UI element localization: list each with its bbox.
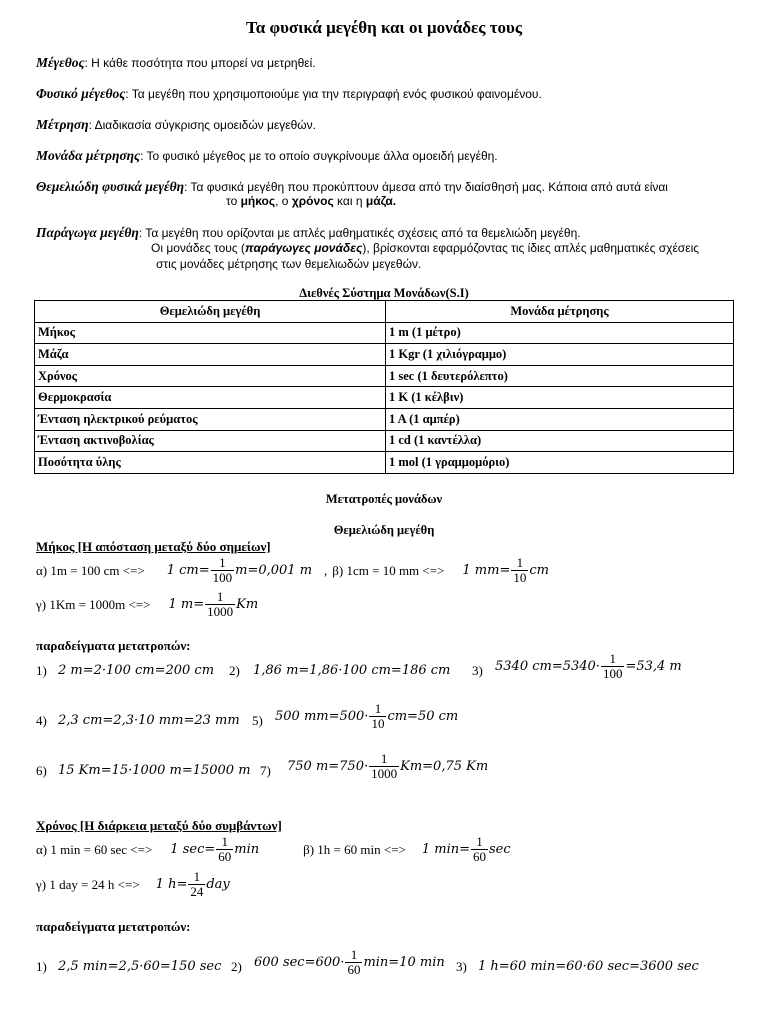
time-heading: Χρόνος [Η διάρκεια μεταξύ δύο συμβάντων] — [36, 818, 282, 833]
math: 1 sec= — [170, 842, 216, 857]
si-table-caption: Διεθνές Σύστημα Μονάδων(S.I) — [299, 286, 469, 300]
table-header-row — [35, 301, 734, 323]
statement: β) 1h = 60 min <=> — [303, 841, 406, 857]
example-equation: 2,3 cm=2,3·10 mm=23 mm — [58, 713, 240, 728]
text-bold: χρόνος — [291, 194, 334, 208]
example-equation — [254, 948, 445, 977]
denominator: 1000 — [207, 604, 234, 619]
table-row — [35, 344, 734, 366]
table-row — [35, 408, 734, 430]
definition-text: : Το φυσικό μέγεθος με το οποίο συγκρίνουμε άλλα ομοειδή μεγέθη. — [140, 149, 498, 163]
table-row — [35, 387, 734, 409]
math: day — [206, 877, 230, 892]
definition-derived-line3: στις μονάδες μέτρησης των θεμελιωδών μεγεθών. — [156, 257, 422, 271]
definition-magnitude — [36, 55, 316, 71]
example-number: 7) — [260, 763, 271, 778]
table-cell: 1 cd (1 καντέλλα) — [386, 430, 734, 452]
table-cell: 1 A (1 αμπέρ) — [386, 408, 734, 430]
table-row — [35, 452, 734, 474]
table-cell: 1 sec (1 δευτερόλεπτο) — [386, 365, 734, 387]
denominator: 10 — [513, 570, 527, 585]
examples-label: παραδείγματα μετατροπών: — [36, 919, 191, 934]
example-equation: 2 m=2·100 cm=200 cm — [58, 663, 215, 678]
denominator: 100 — [212, 570, 233, 585]
fraction — [511, 556, 528, 585]
example-number: 5) — [252, 713, 263, 728]
math: m=0,001 m — [235, 563, 313, 578]
separator: , — [324, 562, 328, 578]
math: 500 mm=500· — [275, 709, 369, 724]
text-bold: μήκος — [240, 194, 276, 208]
fraction — [471, 835, 488, 864]
text: , ο — [275, 194, 292, 208]
length-heading: Μήκος [Η απόσταση μεταξύ δύο σημείων] — [36, 539, 271, 554]
table-cell: Μάζα — [35, 344, 386, 366]
text: Οι μονάδες τους ( — [151, 241, 245, 255]
numerator: 1 — [471, 835, 488, 850]
definition-text: : Τα μεγέθη που χρησιμοποιούμε για την περιγραφή ενός φυσικού φαινομένου. — [125, 87, 542, 101]
denominator: 60 — [473, 849, 487, 864]
definition-unit — [36, 148, 498, 164]
fraction — [205, 590, 235, 619]
numerator: 1 — [345, 948, 362, 963]
math: 750 m=750· — [287, 759, 369, 774]
term: Μονάδα μέτρησης — [36, 148, 141, 163]
fraction — [188, 870, 205, 899]
denominator: 24 — [190, 884, 204, 899]
numerator: 1 — [601, 652, 625, 667]
table-cell: 1 mol (1 γραμμομόριο) — [386, 452, 734, 474]
table-cell: Ποσότητα ύλης — [35, 452, 386, 474]
fraction — [211, 556, 235, 585]
math: =53,4 m — [625, 659, 682, 674]
example-equation — [275, 702, 458, 731]
example-number: 2) — [229, 663, 240, 678]
table-row — [35, 430, 734, 452]
term: Φυσικό μέγεθος — [36, 86, 126, 101]
numerator: 1 — [211, 556, 235, 571]
text: και η — [333, 194, 366, 208]
example-number: 2) — [231, 959, 242, 974]
table-row — [35, 365, 734, 387]
fraction — [369, 702, 386, 731]
math: Km=0,75 Km — [400, 759, 489, 774]
text: το — [226, 194, 241, 208]
text-bold: παράγωγες μονάδες — [244, 241, 363, 255]
denominator: 60 — [347, 962, 361, 977]
term: Μέγεθος — [36, 55, 85, 70]
fraction — [601, 652, 625, 681]
time-line-c — [36, 870, 230, 899]
denominator: 100 — [602, 666, 623, 681]
statement: β) 1cm = 10 mm <=> — [332, 562, 445, 578]
statement: γ) 1Km = 1000m <=> — [36, 596, 151, 612]
definition-text: : Τα φυσικά μεγέθη που προκύπτουν άμεσα από την διαίσθησή μας. Κάποια από αυτά είναι — [183, 180, 668, 194]
table-cell: 1 Kgr (1 χιλιόγραμμο) — [386, 344, 734, 366]
example-number: 4) — [36, 713, 47, 728]
fraction — [345, 948, 362, 977]
statement: γ) 1 day = 24 h <=> — [36, 876, 140, 892]
table-cell: Χρόνος — [35, 365, 386, 387]
example-number: 1) — [36, 663, 47, 678]
math: 5340 cm=5340· — [495, 659, 600, 674]
definition-derived — [36, 225, 581, 241]
term: Μέτρηση — [36, 117, 89, 132]
example-equation — [287, 752, 488, 781]
table-row — [35, 322, 734, 344]
table-cell: Ένταση ακτινοβολίας — [35, 430, 386, 452]
example-number: 3) — [456, 959, 467, 974]
time-line-a — [36, 835, 511, 864]
definition-measurement — [36, 117, 316, 133]
table-header: Θεμελιώδη μεγέθη — [35, 301, 386, 323]
length-line-c — [36, 590, 258, 619]
example-number: 6) — [36, 763, 47, 778]
table-cell: 1 m (1 μέτρο) — [386, 322, 734, 344]
fraction — [216, 835, 233, 864]
examples-label: παραδείγματα μετατροπών: — [36, 638, 191, 653]
math: cm — [529, 563, 549, 578]
denominator: 1000 — [371, 766, 398, 781]
example-equation: 1 h=60 min=60·60 sec=3600 sec — [478, 959, 699, 974]
denominator: 60 — [218, 849, 232, 864]
math: 600 sec=600· — [254, 955, 345, 970]
si-table — [34, 300, 734, 474]
definition-text: : Τα μεγέθη που ορίζονται με απλές μαθηματικές σχέσεις από τα θεμελιώδη μεγέθη. — [138, 226, 581, 240]
fraction — [369, 752, 399, 781]
term: Θεμελιώδη φυσικά μεγέθη — [36, 179, 184, 194]
example-equation: 15 Km=15·1000 m=15000 m — [58, 763, 251, 778]
math: cm=50 cm — [387, 709, 459, 724]
numerator: 1 — [188, 870, 205, 885]
math: 1 h= — [155, 877, 188, 892]
definition-text: : Η κάθε ποσότητα που μπορεί να μετρηθεί. — [84, 56, 316, 70]
denominator: 10 — [371, 716, 385, 731]
math: 1 cm= — [166, 563, 210, 578]
fundamental-title: Θεμελιώδη μεγέθη — [333, 523, 435, 537]
text-bold: μάζα. — [365, 194, 397, 208]
term: Παράγωγα μεγέθη — [36, 225, 139, 240]
definition-physical — [36, 86, 542, 102]
numerator: 1 — [205, 590, 235, 605]
table-cell: Ένταση ηλεκτρικού ρεύματος — [35, 408, 386, 430]
definition-fundamental-line2 — [226, 194, 396, 208]
length-line-a — [36, 556, 549, 585]
example-equation: 2,5 min=2,5·60=150 sec — [58, 959, 222, 974]
definition-text: : Διαδικασία σύγκρισης ομοειδών μεγεθών. — [88, 118, 317, 132]
example-number: 3) — [472, 663, 483, 678]
math: 1 min= — [421, 842, 471, 857]
definition-derived-line2 — [151, 241, 699, 255]
text: ), βρίσκονται εφαρμόζοντας τις ίδιες απλές μαθηματικές σχέσεις — [362, 241, 700, 255]
math: min=10 min — [363, 955, 445, 970]
statement: α) 1m = 100 cm <=> — [36, 562, 145, 578]
page-title: Τα φυσικά μεγέθη και οι μονάδες τους — [245, 18, 523, 37]
math: 1 m= — [168, 597, 205, 612]
math: Km — [236, 597, 259, 612]
example-number: 1) — [36, 959, 47, 974]
table-cell: 1 K (1 κέλβιν) — [386, 387, 734, 409]
table-header: Μονάδα μέτρησης — [386, 301, 734, 323]
math: min — [234, 842, 260, 857]
conversions-title: Μετατροπές μονάδων — [325, 492, 443, 506]
math: 1 mm= — [462, 563, 511, 578]
numerator: 1 — [216, 835, 233, 850]
table-cell: Μήκος — [35, 322, 386, 344]
numerator: 1 — [369, 752, 399, 767]
table-cell: Θερμοκρασία — [35, 387, 386, 409]
example-equation: 1,86 m=1,86·100 cm=186 cm — [253, 663, 451, 678]
numerator: 1 — [511, 556, 528, 571]
numerator: 1 — [369, 702, 386, 717]
definition-fundamental — [36, 179, 668, 195]
example-equation — [495, 652, 682, 681]
statement: α) 1 min = 60 sec <=> — [36, 841, 153, 857]
math: sec — [489, 842, 511, 857]
